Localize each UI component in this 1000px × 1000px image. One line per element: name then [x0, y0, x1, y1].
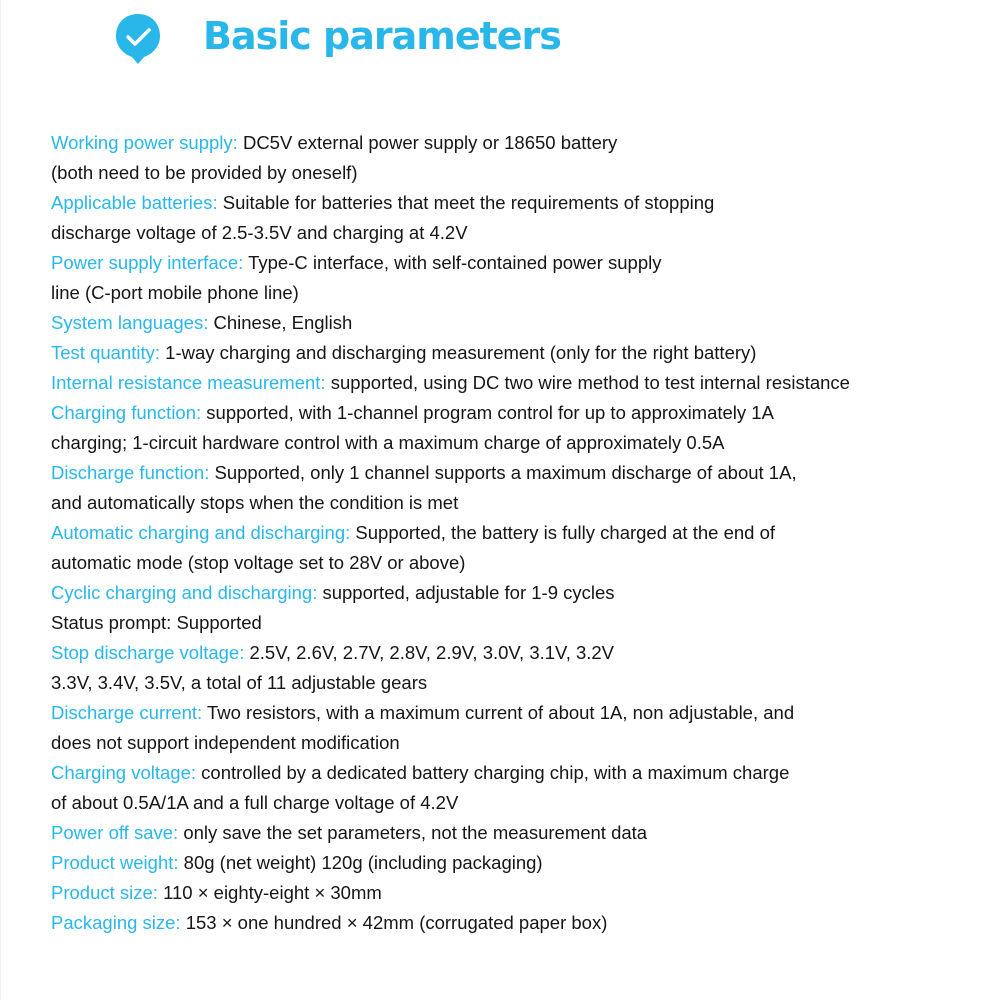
param-line — [51, 188, 981, 218]
param-label: Discharge function: — [51, 462, 210, 483]
param-line — [51, 428, 981, 458]
param-line — [51, 908, 981, 938]
param-label: System languages: — [51, 312, 209, 333]
param-value: supported, with 1-channel program control for up to approximately 1A — [206, 402, 774, 423]
param-line — [51, 338, 981, 368]
param-line — [51, 668, 981, 698]
param-value: line (C-port mobile phone line) — [51, 282, 299, 303]
param-line — [51, 758, 981, 788]
param-line — [51, 308, 981, 338]
param-value: Type-C interface, with self-contained power supply — [248, 252, 662, 273]
param-line — [51, 878, 981, 908]
param-label: Charging voltage: — [51, 762, 197, 783]
param-value: 110 × eighty-eight × 30mm — [163, 882, 382, 903]
param-line — [51, 458, 981, 488]
param-label: Power off save: — [51, 822, 179, 843]
param-label: Power supply interface: — [51, 252, 244, 273]
param-value: 2.5V, 2.6V, 2.7V, 2.8V, 2.9V, 3.0V, 3.1V, 3.2V — [249, 642, 615, 663]
param-line — [51, 698, 981, 728]
param-value: Supported, the battery is fully charged at the end of — [355, 522, 776, 543]
param-label: Product weight: — [51, 852, 179, 873]
param-line — [51, 398, 981, 428]
param-line — [51, 638, 981, 668]
param-line — [51, 578, 981, 608]
param-value: Status prompt: Supported — [51, 612, 262, 633]
param-line — [51, 818, 981, 848]
param-label: Working power supply: — [51, 132, 238, 153]
param-value: supported, using DC two wire method to test internal resistance — [330, 372, 850, 393]
param-value: Chinese, English — [213, 312, 353, 333]
param-line — [51, 788, 981, 818]
param-line — [51, 218, 981, 248]
param-value: does not support independent modification — [51, 732, 400, 753]
param-value: only save the set parameters, not the measurement data — [183, 822, 648, 843]
param-value: Two resistors, with a maximum current of about 1A, non adjustable, and — [206, 702, 795, 723]
page-title: Basic parameters — [203, 14, 561, 58]
param-line — [51, 278, 981, 308]
param-value: and automatically stops when the condition is met — [51, 492, 459, 513]
param-label: Internal resistance measurement: — [51, 372, 326, 393]
param-line — [51, 368, 981, 398]
param-line — [51, 248, 981, 278]
param-line — [51, 158, 981, 188]
param-line — [51, 728, 981, 758]
param-label: Applicable batteries: — [51, 192, 218, 213]
param-value: of about 0.5A/1A and a full charge voltage of 4.2V — [51, 792, 459, 813]
param-line — [51, 518, 981, 548]
param-value: Supported, only 1 channel supports a maximum discharge of about 1A, — [214, 462, 797, 483]
param-label: Cyclic charging and discharging: — [51, 582, 318, 603]
param-label: Packaging size: — [51, 912, 181, 933]
param-value: 80g (net weight) 120g (including packaging) — [183, 852, 543, 873]
param-label: Product size: — [51, 882, 158, 903]
param-line — [51, 848, 981, 878]
param-label: Charging function: — [51, 402, 202, 423]
param-line — [51, 128, 981, 158]
param-line — [51, 608, 981, 638]
parameter-list — [51, 128, 981, 938]
param-label: Stop discharge voltage: — [51, 642, 245, 663]
param-value: automatic mode (stop voltage set to 28V or above) — [51, 552, 466, 573]
param-value: supported, adjustable for 1-9 cycles — [322, 582, 615, 603]
param-value: Suitable for batteries that meet the requirements of stopping — [222, 192, 715, 213]
chat-bubble-check-icon — [113, 12, 163, 66]
param-line — [51, 548, 981, 578]
param-value: discharge voltage of 2.5-3.5V and charging at 4.2V — [51, 222, 468, 243]
param-value: DC5V external power supply or 18650 battery — [242, 132, 618, 153]
param-value: (both need to be provided by oneself) — [51, 162, 358, 183]
param-label: Automatic charging and discharging: — [51, 522, 351, 543]
param-label: Discharge current: — [51, 702, 203, 723]
param-value: 153 × one hundred × 42mm (corrugated paper box) — [185, 912, 608, 933]
param-value: controlled by a dedicated battery charging chip, with a maximum charge — [201, 762, 790, 783]
param-value: 1-way charging and discharging measurement (only for the right battery) — [165, 342, 757, 363]
param-value: 3.3V, 3.4V, 3.5V, a total of 11 adjustable gears — [51, 672, 428, 693]
param-value: charging; 1-circuit hardware control with a maximum charge of approximately 0.5A — [51, 432, 725, 453]
param-line — [51, 488, 981, 518]
param-label: Test quantity: — [51, 342, 161, 363]
